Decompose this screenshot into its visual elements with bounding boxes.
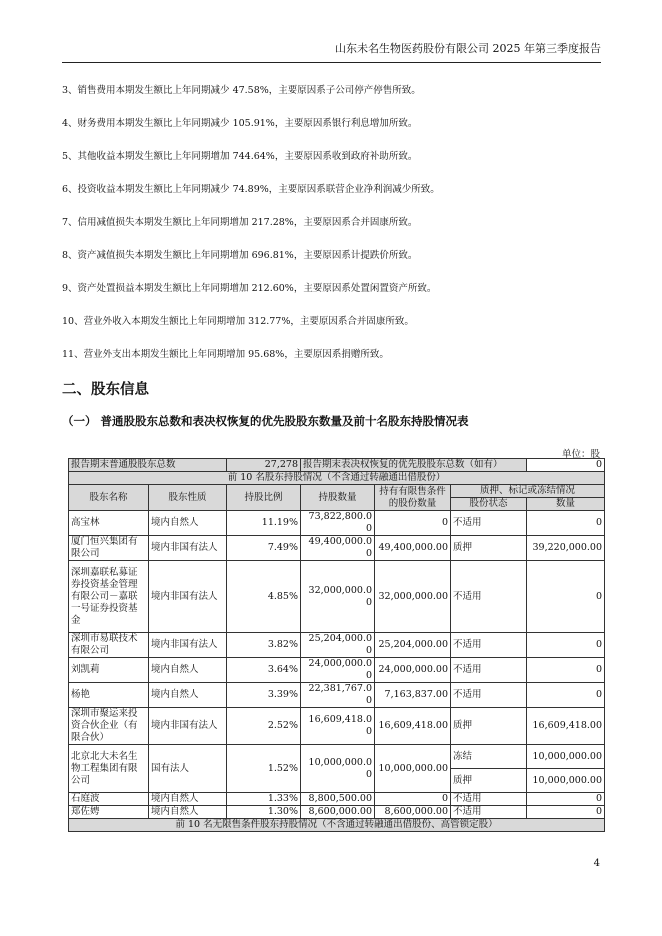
holder-nature: 境内自然人: [149, 683, 227, 708]
section-subtitle: （一） 普通股股东总数和表决权恢复的优先股股东数量及前十名股东持股情况表: [62, 414, 469, 428]
pledge-amount: 0: [527, 561, 605, 633]
holder-quantity: 73,822,800.00: [301, 511, 375, 536]
preferred-holders-label: 报告期末表决权恢复的优先股股东总数（如有）: [301, 459, 527, 472]
holder-nature: 境内自然人: [149, 511, 227, 536]
holder-name: 厦门恒兴集团有限公司: [69, 536, 149, 561]
holder-restricted: 25,204,000.00: [375, 633, 451, 658]
holder-name: 深圳市聚运来投资合伙企业（有限合伙）: [69, 708, 149, 745]
note-other-income: 5、其他收益本期发生额比上年同期增加 744.64%，主要原因系收到政府补助所致。: [62, 151, 418, 162]
pledge-amount: 0: [527, 633, 605, 658]
pledge-amount: 10,000,000.00: [527, 745, 605, 769]
holder-name: 刘凯莉: [69, 658, 149, 683]
note-credit-impairment: 7、信用减值损失本期发生额比上年同期增加 217.28%，主要原因系合并固康所致。: [62, 217, 418, 228]
pledge-amount: 0: [527, 793, 605, 806]
unrestricted-title: 前 10 名无限售条件股东持股情况（不含通过转融通出借股份、高管锁定股）: [69, 819, 605, 832]
table-row: [69, 745, 605, 769]
holder-quantity: 10,000,000.00: [301, 745, 375, 793]
report-header: 山东未名生物医药股份有限公司 2025 年第三季度报告: [62, 40, 601, 63]
table-row: [69, 806, 605, 819]
holder-ratio: 4.85%: [227, 561, 301, 633]
holder-ratio: 3.82%: [227, 633, 301, 658]
unit-label: 单位：股: [561, 449, 600, 460]
holder-nature: 国有法人: [149, 745, 227, 793]
table-row: [69, 683, 605, 708]
pledge-amount: 0: [527, 511, 605, 536]
holder-ratio: 1.30%: [227, 806, 301, 819]
common-holders-label: 报告期末普通股股东总数: [69, 459, 227, 472]
holder-nature: 境内非国有法人: [149, 536, 227, 561]
holder-ratio: 3.39%: [227, 683, 301, 708]
pledge-status: 不适用: [451, 658, 527, 683]
holder-restricted: 49,400,000.00: [375, 536, 451, 561]
holder-restricted: 0: [375, 793, 451, 806]
shareholder-table: [68, 458, 605, 832]
header-quantity: 持股数量: [301, 485, 375, 511]
table-row: [69, 658, 605, 683]
holder-restricted: 8,600,000.00: [375, 806, 451, 819]
holder-name: 石庭波: [69, 793, 149, 806]
pledge-status: 不适用: [451, 511, 527, 536]
holder-name: 深圳市易联技术有限公司: [69, 633, 149, 658]
pledge-status: 质押: [451, 769, 527, 793]
holder-quantity: 25,204,000.00: [301, 633, 375, 658]
pledge-amount: 10,000,000.00: [527, 769, 605, 793]
table-row: [69, 561, 605, 633]
holder-restricted: 0: [375, 511, 451, 536]
page-number: 4: [593, 858, 600, 869]
header-nature: 股东性质: [149, 485, 227, 511]
holder-quantity: 24,000,000.00: [301, 658, 375, 683]
holder-ratio: 7.49%: [227, 536, 301, 561]
note-investment-income: 6、投资收益本期发生额比上年同期减少 74.89%，主要原因系联营企业净利润减少所致。: [62, 184, 440, 195]
holder-restricted: 7,163,837.00: [375, 683, 451, 708]
header-pledge-group: 质押、标记或冻结情况: [451, 485, 605, 498]
holder-ratio: 2.52%: [227, 708, 301, 745]
holder-name: 郑佐娉: [69, 806, 149, 819]
holder-name: 深圳嘉联私募证券投资基金管理有限公司－嘉联一号证券投资基金: [69, 561, 149, 633]
pledge-amount: 0: [527, 806, 605, 819]
holder-nature: 境内自然人: [149, 793, 227, 806]
pledge-status: 不适用: [451, 793, 527, 806]
holder-name: 杨艳: [69, 683, 149, 708]
header-restricted: 持有有限售条件的股份数量: [375, 485, 451, 511]
holder-quantity: 8,800,500.00: [301, 793, 375, 806]
holder-restricted: 24,000,000.00: [375, 658, 451, 683]
pledge-amount: 0: [527, 658, 605, 683]
header-ratio: 持股比例: [227, 485, 301, 511]
holder-quantity: 22,381,767.00: [301, 683, 375, 708]
note-sales-expense: 3、销售费用本期发生额比上年同期减少 47.58%，主要原因系子公司停产停售所致。: [62, 85, 421, 96]
header-status: 股份状态: [451, 498, 527, 511]
pledge-amount: 16,609,418.00: [527, 708, 605, 745]
table-row: [69, 793, 605, 806]
header-amount: 数量: [527, 498, 605, 511]
holder-restricted: 16,609,418.00: [375, 708, 451, 745]
note-finance-expense: 4、财务费用本期发生额比上年同期减少 105.91%，主要原因系银行利息增加所致。: [62, 118, 418, 129]
pledge-status: 不适用: [451, 561, 527, 633]
pledge-amount: 39,220,000.00: [527, 536, 605, 561]
holder-ratio: 3.64%: [227, 658, 301, 683]
top10-title: 前 10 名股东持股情况（不含通过转融通出借股份）: [69, 472, 605, 485]
preferred-holders-value: 0: [527, 459, 605, 472]
note-nonop-income: 10、营业外收入本期发生额比上年同期增加 312.77%，主要原因系合并固康所致。: [62, 316, 414, 327]
holder-ratio: 11.19%: [227, 511, 301, 536]
holder-restricted: 32,000,000.00: [375, 561, 451, 633]
holder-ratio: 1.52%: [227, 745, 301, 793]
holder-name: 北京北大未名生物工程集团有限公司: [69, 745, 149, 793]
common-holders-value: 27,278: [227, 459, 301, 472]
table-row: [69, 708, 605, 745]
holder-nature: 境内自然人: [149, 806, 227, 819]
table-row: [69, 511, 605, 536]
pledge-status: 不适用: [451, 806, 527, 819]
holder-nature: 境内非国有法人: [149, 561, 227, 633]
note-nonop-expense: 11、营业外支出本期发生额比上年同期增加 95.68%，主要原因系捐赠所致。: [62, 349, 389, 360]
note-asset-impairment: 8、资产减值损失本期发生额比上年同期增加 696.81%，主要原因系计提跌价所致。: [62, 250, 418, 261]
holder-quantity: 49,400,000.00: [301, 536, 375, 561]
holder-restricted: 10,000,000.00: [375, 745, 451, 793]
section-title: 二、股东信息: [62, 381, 149, 398]
pledge-status: 质押: [451, 708, 527, 745]
pledge-status: 质押: [451, 536, 527, 561]
holder-quantity: 32,000,000.00: [301, 561, 375, 633]
holder-nature: 境内非国有法人: [149, 708, 227, 745]
holder-name: 高宝林: [69, 511, 149, 536]
pledge-amount: 0: [527, 683, 605, 708]
holder-nature: 境内非国有法人: [149, 633, 227, 658]
header-name: 股东名称: [69, 485, 149, 511]
pledge-status: 不适用: [451, 633, 527, 658]
holder-nature: 境内自然人: [149, 658, 227, 683]
table-row: [69, 633, 605, 658]
pledge-status: 不适用: [451, 683, 527, 708]
holder-quantity: 8,600,000.00: [301, 806, 375, 819]
pledge-status: 冻结: [451, 745, 527, 769]
table-row: [69, 536, 605, 561]
holder-quantity: 16,609,418.00: [301, 708, 375, 745]
holder-ratio: 1.33%: [227, 793, 301, 806]
note-asset-disposal: 9、资产处置损益本期发生额比上年同期增加 212.60%，主要原因系处置闲置资产所致。: [62, 283, 437, 294]
